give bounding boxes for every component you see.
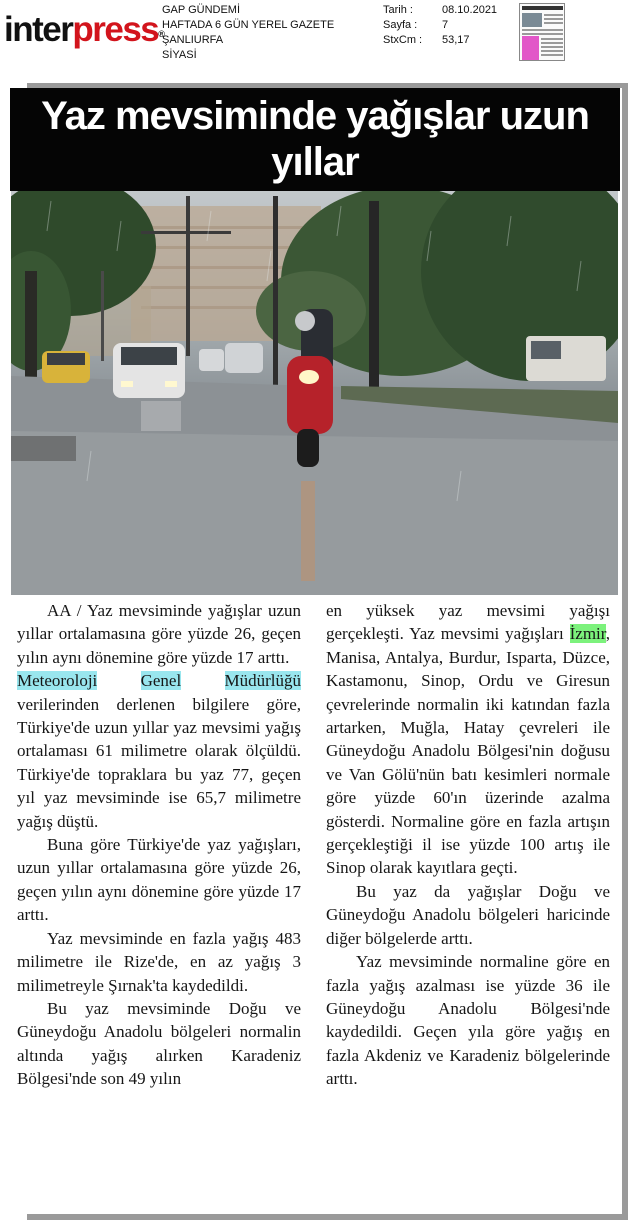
paragraph-1: AA / Yaz mevsiminde yağışlar uzun yıllar ortalamasına göre yüzde 26, geçen yılın aynı dönemine göre yüzde 17 arttı. (17, 601, 301, 667)
page-thumbnail[interactable] (519, 3, 565, 61)
highlight-genel: Genel (140, 671, 182, 691)
publication-name: GAP GÜNDEMİ (162, 4, 241, 16)
highlight-izmir: İzmir (569, 624, 606, 644)
paragraph-5: Bu yaz mevsiminde Doğu ve Güneydoğu Anadolu bölgeleri normalin altında yağış alırken Karadeniz Bölgesi'nde son 49 yılın (17, 998, 301, 1089)
rain-street-photo (11, 191, 618, 595)
paragraph-2: Meteoroloji Genel Müdürlüğü verilerinden derlenen bilgilere göre, Türkiye'de uzun yıllar yaz mevsimi yağış ortalaması 61 milimetre olarak ölçüldü. Türkiye'de topraklara bu yaz 77, geçen yıl yaz mevsiminde ise 65,7 milimetre yağış düştü. (17, 671, 302, 831)
paragraph-4: Yaz mevsiminde en fazla yağış 483 milimetre ile Rize'de, en az yağış 3 milimetreyle Şırnak'ta kaydedildi. (17, 928, 301, 995)
headline-line-1: Yaz mevsiminde yağışlar uzun yıllar (41, 94, 589, 184)
interpress-logo: interpress® (4, 10, 165, 49)
date-value: 08.10.2021 (442, 4, 498, 16)
date-label: Tarih : (383, 4, 413, 16)
paragraph-3: Buna göre Türkiye'de yaz yağışları, uzun yıllar ortalamasına göre yüzde 26, geçen yılın aynı dönemine göre yüzde 17 arttı. (17, 835, 301, 925)
meta-values (442, 3, 497, 48)
article-column-left (17, 599, 301, 1091)
stxcm-value: 53,17 (442, 34, 470, 46)
article-column-right (326, 599, 610, 1091)
publication-city: ŞANLIURFA (162, 34, 224, 46)
publication-info (162, 3, 334, 63)
highlight-mudurlugu: Müdürlüğü (224, 671, 302, 691)
publication-section: SİYASİ (162, 49, 197, 61)
headline (10, 88, 620, 191)
paragraph-6: Bu yaz da yağışlar Doğu ve Güneydoğu Anadolu bölgeleri haricinde diğer bölgelerde arttı. (326, 881, 610, 948)
page-value: 7 (442, 19, 449, 31)
publication-frequency: HAFTADA 6 GÜN YEREL GAZETE (162, 19, 335, 31)
page-label: Sayfa : (383, 19, 418, 31)
stxcm-label: StxCm : (383, 34, 423, 46)
meta-labels (383, 3, 422, 48)
paragraph-7: Yaz mevsiminde normaline göre en fazla yağış azalması ise yüzde 36 ile Güneydoğu Anadolu Bölgesi'nde kaydedildi. Geçen yıla göre yağış en fazla Akdeniz ve Karadeniz bölgelerinde arttı. (326, 952, 610, 1089)
highlight-meteoroloji: Meteoroloji (17, 671, 98, 691)
paragraph-5-continued: en yüksek yaz mevsimi yağışı gerçekleşti. Yaz mevsimi yağışları İzmir, Manisa, Antalya, Burdur, Isparta, Düzce, Kastamonu, Sinop, Ordu ve Giresun çevrelerinde normalin iki katından fazla artarken, Muğla, Hatay çevreleri ile Güneydoğu Anadolu Bölgesi'nin doğusu ve Van Gölü'nün batı kesimleri normale göre yüzde 60'ın üzerinde azalma gösterdi. Normaline göre en fazla artışın gerçekleştiği il ise yüzde 100 artış ile Sinop olarak kayıtlara geçti. (326, 601, 610, 878)
